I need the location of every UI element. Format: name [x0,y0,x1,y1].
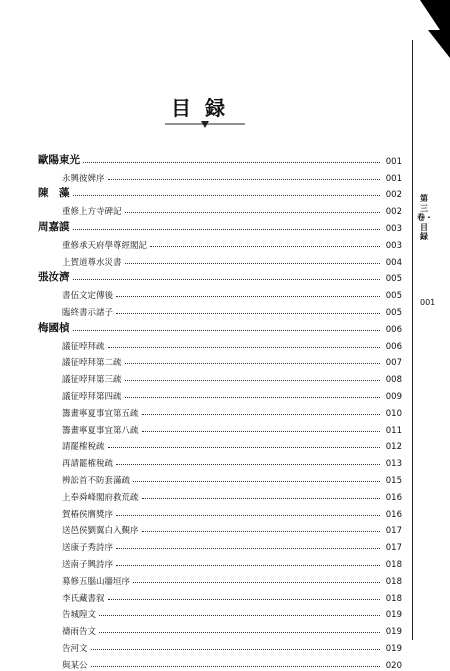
leader-dots [99,631,380,633]
toc-item[interactable] [38,570,402,587]
toc-page-number: 008 [385,375,402,386]
toc-page-number: 017 [385,526,402,537]
toc-item[interactable] [38,469,402,486]
toc-page-number: 011 [385,425,402,436]
toc-item[interactable] [38,352,402,369]
toc-entry-title: 辨訟首不防套滿疏 [62,475,131,486]
toc-page-number: 020 [385,660,402,671]
toc-page-number: 013 [385,459,402,470]
leader-dots [133,480,380,482]
toc-entry-title: 籌畫寧夏事宜第八疏 [62,425,139,436]
toc-page-number: 001 [385,156,402,167]
toc-entry-title: 議征哱拜疏 [62,341,105,352]
toc-page-number: 005 [385,307,402,318]
leader-dots [91,665,380,667]
leader-dots [142,430,380,432]
page-title: 目録 [171,96,239,120]
toc-entry-title: 送邑侯劉翼白入覲序 [62,526,139,537]
leader-dots [116,547,380,549]
leader-dots [116,514,380,516]
toc-author-entry[interactable] [38,318,402,335]
toc-item[interactable] [38,520,402,537]
leader-dots [108,178,380,180]
leader-dots [73,329,381,331]
leader-dots [125,379,380,381]
toc-page-number: 003 [385,223,402,234]
leader-dots [108,446,380,448]
corner-chevron-icon [420,0,450,60]
toc-entry-title: 告河文 [62,643,88,654]
leader-dots [133,581,380,583]
toc-entry-title: 重修承天府學尊經閣記 [62,240,148,251]
leader-dots [142,530,380,532]
toc-item[interactable] [38,335,402,352]
toc-entry-title: 再請罷榷稅疏 [62,459,114,470]
toc-page-number: 016 [385,509,402,520]
toc-page-number: 019 [385,643,402,654]
toc-entry-title: 賀椿侯膺獎序 [62,509,114,520]
leader-dots [142,497,380,499]
toc-item[interactable] [38,167,402,184]
toc-entry-title: 請罷榷稅疏 [62,442,105,453]
toc-item[interactable] [38,200,402,217]
toc-item[interactable] [38,604,402,621]
toc-item[interactable] [38,452,402,469]
title-ornament-icon [165,119,245,129]
toc-author-entry[interactable] [38,217,402,234]
toc-entry-title: 募修五腦山牆垣序 [62,576,131,587]
side-page-number: 001 [420,298,436,307]
toc-item[interactable] [38,301,402,318]
toc-page-number: 018 [385,593,402,604]
toc-entry-title: 周嘉謨 [38,220,70,233]
toc-entry-title: 送康子秀詩序 [62,543,114,554]
toc-item[interactable] [38,553,402,570]
toc-item[interactable] [38,587,402,604]
leader-dots [116,312,380,314]
toc-page-number: 009 [385,391,402,402]
toc-item[interactable] [38,419,402,436]
leader-dots [73,278,381,280]
toc-entry-title: 臨終書示諸子 [62,307,114,318]
toc-item[interactable] [38,385,402,402]
toc-page-number: 003 [385,240,402,251]
toc-entry-title: 上賀道尊水災書 [62,257,122,268]
toc-entry-title: 送南子興詩序 [62,559,114,570]
leader-dots [73,194,381,196]
toc-item[interactable] [38,654,402,671]
leader-dots [142,413,380,415]
toc-page-number: 001 [385,173,402,184]
toc-page-number: 010 [385,408,402,419]
toc-item[interactable] [38,234,402,251]
toc-page-number: 006 [385,341,402,352]
toc-item[interactable] [38,637,402,654]
side-divider [412,40,413,640]
toc-entry-title: 告城隍文 [62,610,97,621]
toc-page-number: 002 [385,207,402,218]
toc-entry-title: 禱雨告文 [62,627,97,638]
toc-item[interactable] [38,251,402,268]
toc-entry-title: 書伍文定傳後 [62,291,114,302]
toc-item[interactable] [38,284,402,301]
leader-dots [125,396,380,398]
toc-entry-title: 張汝濟 [38,271,70,284]
toc-entry-title: 與某公 [62,660,88,671]
toc-author-entry[interactable] [38,184,402,201]
toc-page-number: 018 [385,559,402,570]
toc-author-entry[interactable] [38,268,402,285]
leader-dots [125,362,380,364]
leader-dots [125,211,380,213]
toc-page-number: 016 [385,492,402,503]
side-section-label: 第三卷・目 録 [417,193,436,241]
toc-entry-title: 議征哱拜第四疏 [62,391,122,402]
toc-entry-title: 李氏藏書叙 [62,593,105,604]
toc-author-entry[interactable] [38,150,402,167]
toc-page-number: 007 [385,358,402,369]
toc-page-number: 017 [385,543,402,554]
leader-dots [73,228,381,230]
toc-item[interactable] [38,620,402,637]
leader-dots [116,295,380,297]
toc-page-number: 005 [385,274,402,285]
toc-entry-title: 上奉舜峰閣府救荒疏 [62,492,139,503]
toc-entry-title: 議征哱拜第二疏 [62,358,122,369]
toc-entry-title: 籌畫寧夏事宜第五疏 [62,408,139,419]
toc-page-number: 019 [385,610,402,621]
toc-page-number: 012 [385,442,402,453]
toc-item[interactable] [38,536,402,553]
leader-dots [116,463,380,465]
leader-dots [83,161,380,163]
toc-entry-title: 永興彼婢序 [62,173,105,184]
toc-page-number: 018 [385,576,402,587]
toc-entry-title: 陳 藻 [38,187,70,200]
toc-item[interactable] [38,402,402,419]
toc-item[interactable] [38,436,402,453]
toc-page-number: 019 [385,627,402,638]
leader-dots [108,346,380,348]
toc-page-number: 002 [385,190,402,201]
toc-page-number: 006 [385,324,402,335]
leader-dots [125,262,380,264]
leader-dots [108,598,380,600]
toc-item[interactable] [38,486,402,503]
toc-item[interactable] [38,503,402,520]
toc-page-number: 004 [385,257,402,268]
toc-page-number: 005 [385,291,402,302]
leader-dots [99,614,380,616]
toc-entry-title: 歐陽東光 [38,153,80,166]
leader-dots [116,564,380,566]
toc-entry-title: 議征哱拜第三疏 [62,375,122,386]
toc-entry-title: 梅國楨 [38,321,70,334]
table-of-contents [38,150,402,671]
toc-entry-title: 重修上方寺碑記 [62,207,122,218]
toc-item[interactable] [38,368,402,385]
leader-dots [150,245,380,247]
toc-page-number: 015 [385,475,402,486]
leader-dots [91,648,380,650]
